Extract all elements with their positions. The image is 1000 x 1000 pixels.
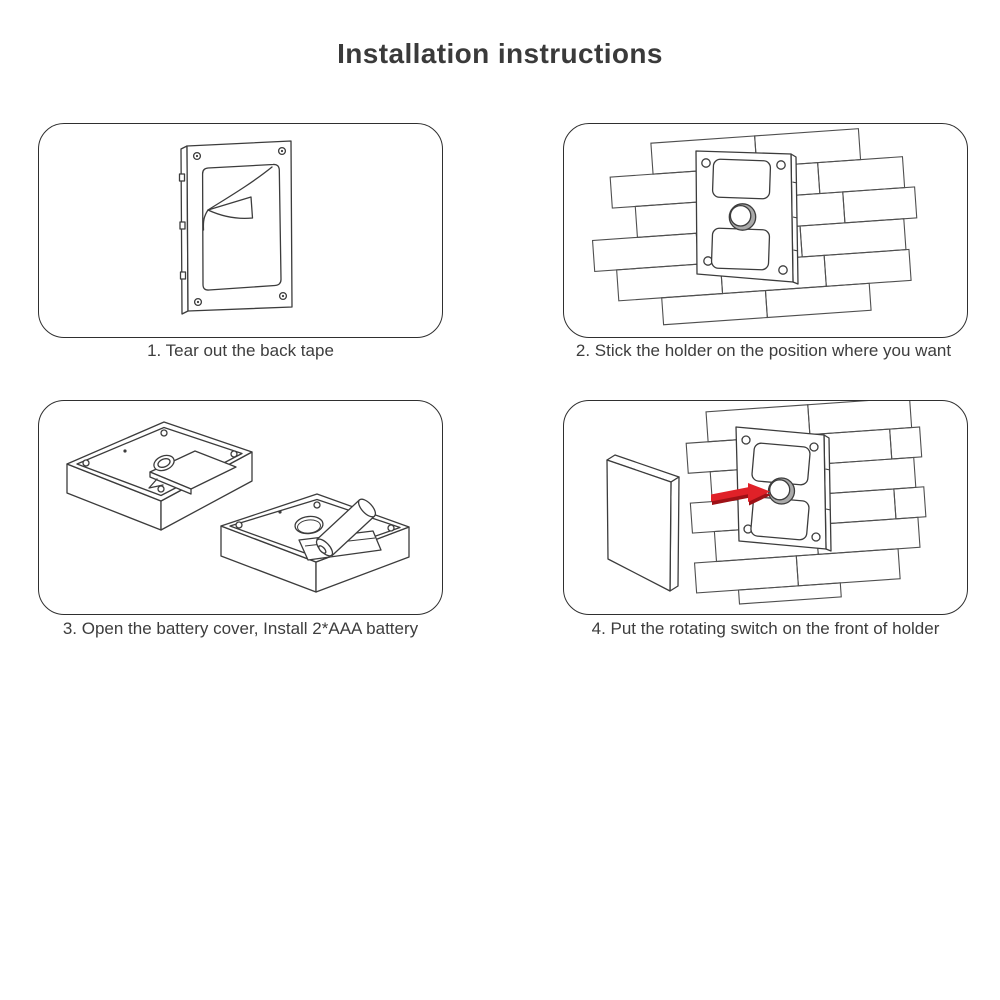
- rotary-ring-icon: [769, 478, 795, 504]
- rotary-ring-icon: [730, 204, 756, 230]
- step-4-panel: [563, 400, 968, 615]
- step-1-panel: [38, 123, 443, 338]
- back-plate: [180, 141, 293, 314]
- step-3-panel: [38, 400, 443, 615]
- step-2-caption: 2. Stick the holder on the position where you want: [575, 341, 952, 360]
- back-plate-peeling-tape-illustration: [38, 123, 442, 337]
- page-title: Installation instructions: [337, 38, 663, 69]
- step-2-panel: [563, 123, 968, 338]
- attach-switch-illustration: [563, 400, 967, 614]
- step-3-caption: 3. Open the battery cover, Install 2*AAA battery: [62, 619, 419, 638]
- battery-install-illustration: [38, 400, 442, 614]
- wall-holder: [696, 151, 798, 284]
- switch-back-open-with-battery: [221, 494, 409, 592]
- step-4-caption: 4. Put the rotating switch on the front of holder: [591, 619, 940, 638]
- step-1-caption: 1. Tear out the back tape: [147, 341, 334, 360]
- holder-on-wall-illustration: [563, 123, 967, 337]
- rotating-switch-slab: [607, 455, 679, 591]
- switch-back-with-cover: [67, 422, 252, 530]
